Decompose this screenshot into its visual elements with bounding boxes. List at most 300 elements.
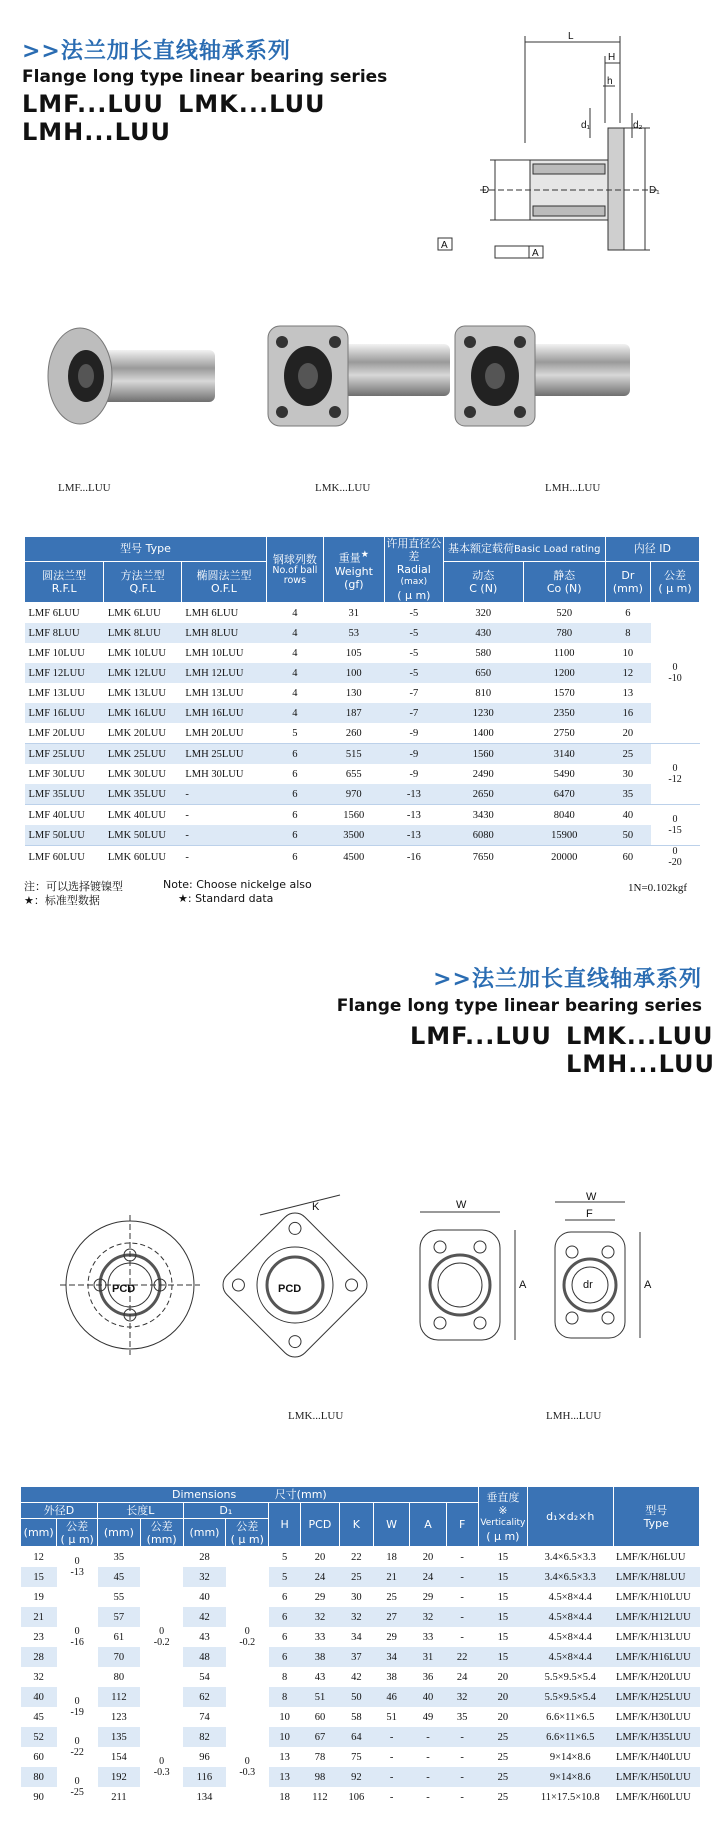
label-f: F — [586, 1208, 593, 1220]
cell-type: LMF/K/H25LUU — [613, 1687, 699, 1707]
cell-w: 51 — [386, 1711, 397, 1723]
cell-qfl: LMK 25LUU — [104, 744, 182, 765]
spec-table-load — [24, 536, 700, 868]
tol-bottom: -0.3 — [153, 1767, 170, 1778]
dim-H: H — [608, 52, 616, 63]
tol-top: 0 — [672, 763, 678, 774]
cell-radial: -7 — [384, 703, 443, 723]
cell-verticality: 25 — [478, 1727, 527, 1747]
cell-static: 2750 — [553, 727, 575, 739]
cell-rfl: LMF 40LUU — [25, 805, 104, 826]
cell-ofl: LMH 20LUU — [185, 727, 244, 739]
cell-balls: 5 — [292, 727, 298, 739]
th-weight-unit: (gf) — [344, 577, 364, 591]
cell-h: 5 — [282, 1551, 288, 1563]
th-static — [523, 561, 605, 602]
cell-dxh: 6.6×11×6.5 — [527, 1727, 613, 1747]
cell-l: 35 — [113, 1551, 125, 1563]
cell-d1: 62 — [183, 1687, 226, 1707]
cell-pcd: 67 — [301, 1727, 340, 1747]
cell-dxh: 6.6×11×6.5 — [546, 1711, 595, 1723]
cell-k: 106 — [348, 1791, 365, 1803]
cell-verticality: 20 — [497, 1711, 509, 1723]
cell-ofl: LMH 6LUU — [185, 607, 239, 619]
model2-lmf: LMF...LUU — [410, 1022, 552, 1050]
label-pcd-1: PCD — [112, 1283, 136, 1295]
cell-verticality: 15 — [497, 1551, 509, 1563]
cell-radial: -9 — [409, 768, 419, 780]
cell-d1: 82 — [183, 1727, 226, 1747]
cell-weight: 4500 — [323, 846, 384, 869]
th-od-tol — [57, 1519, 98, 1547]
cell-f: - — [446, 1607, 478, 1627]
cell-qfl: LMK 6LUU — [107, 607, 161, 619]
dim-D: D — [482, 185, 490, 196]
cell-qfl: LMK 30LUU — [107, 768, 166, 780]
cell-ofl: LMH 13LUU — [185, 687, 244, 699]
th-len-mm: (mm) — [98, 1519, 141, 1547]
table-row — [25, 663, 700, 683]
th-ofl-en: O.F.L — [211, 581, 237, 595]
cell-d: 28 — [21, 1647, 57, 1667]
th-dxh: d₁×d₂×h — [527, 1487, 613, 1547]
th-A: A — [410, 1503, 446, 1547]
cell-balls: 4 — [292, 687, 298, 699]
th-qfl-cn: 方法兰型 — [120, 568, 165, 582]
cell-rfl: LMF 8LUU — [25, 623, 104, 643]
cell-static: 8040 — [523, 805, 605, 826]
cell-rfl: LMF 50LUU — [25, 825, 104, 846]
table-row — [25, 764, 700, 784]
cell-f: - — [460, 1551, 464, 1563]
th-dynamic — [443, 561, 523, 602]
cell-type: LMF/K/H10LUU — [616, 1591, 691, 1603]
cell-tol-d1 — [226, 1727, 269, 1807]
tol-top: 0 — [672, 662, 678, 673]
cell-d: 19 — [33, 1591, 44, 1603]
cell-tolerance — [651, 805, 700, 846]
cell-rfl: LMF 16LUU — [25, 703, 104, 723]
cell-tol-d — [57, 1547, 98, 1588]
cell-balls: 6 — [267, 825, 324, 846]
table-row — [21, 1567, 700, 1587]
cell-dr: 10 — [622, 647, 634, 659]
th-d1-tol-cn: 公差 — [236, 1519, 259, 1533]
section2-title-en: Flange long type linear bearing series — [336, 996, 702, 1016]
table-row — [25, 603, 700, 624]
cell-d: 15 — [21, 1567, 57, 1587]
cell-verticality: 15 — [497, 1591, 509, 1603]
th-qfl — [104, 561, 182, 602]
cell-type: LMF/K/H13LUU — [616, 1631, 691, 1643]
cell-qfl: LMK 50LUU — [104, 825, 182, 846]
cell-tol-l — [140, 1547, 183, 1728]
cell-d: 60 — [33, 1751, 44, 1763]
cell-d: 45 — [33, 1711, 44, 1723]
label-a-2: A — [644, 1279, 652, 1291]
label-dr: dr — [583, 1279, 593, 1291]
cell-dynamic: 7650 — [443, 846, 523, 869]
cell-f: - — [446, 1567, 478, 1587]
cell-pcd: 32 — [301, 1607, 340, 1627]
cell-l: 57 — [98, 1607, 141, 1627]
label-w-2: W — [586, 1191, 597, 1203]
cell-qfl: LMK 35LUU — [104, 784, 182, 805]
table-row — [21, 1787, 700, 1807]
th-size-cn: 尺寸(mm) — [274, 1488, 327, 1501]
cell-d1: 32 — [183, 1567, 226, 1587]
cell-rfl: LMF 6LUU — [28, 607, 80, 619]
product-photos — [30, 320, 690, 460]
cell-h: 13 — [279, 1751, 290, 1763]
cell-dxh: 5.5×9.5×5.4 — [544, 1671, 596, 1683]
caption2-lmh: LMH...LUU — [546, 1410, 602, 1422]
th-len-tol — [140, 1519, 183, 1547]
th-len-tol-unit: (mm) — [146, 1532, 177, 1546]
cell-type: LMF/K/H40LUU — [616, 1751, 691, 1763]
cell-l: 70 — [98, 1647, 141, 1667]
label-k: K — [312, 1201, 320, 1213]
label-pcd-2: PCD — [278, 1283, 302, 1295]
cell-a: 31 — [410, 1647, 446, 1667]
cell-tolerance — [651, 603, 700, 744]
cell-qfl: LMK 60LUU — [104, 846, 182, 869]
cell-d: 32 — [33, 1671, 44, 1683]
cell-radial: -5 — [384, 663, 443, 683]
table-row — [25, 744, 700, 765]
th-dimensions — [21, 1487, 479, 1503]
cell-type: LMF/K/H60LUU — [616, 1791, 691, 1803]
cell-f: - — [460, 1631, 464, 1643]
table-row — [21, 1747, 700, 1767]
cell-d: 90 — [33, 1791, 44, 1803]
dim-L: L — [568, 31, 574, 42]
photo-lmk — [268, 326, 450, 426]
th-radial — [384, 537, 443, 603]
model2-lmh: LMH...LUU — [566, 1050, 716, 1078]
th-ofl — [181, 561, 266, 602]
th-radial-cn: 许用直径公差 — [386, 537, 442, 563]
table-row — [25, 805, 700, 826]
cell-dynamic: 580 — [475, 647, 492, 659]
caption-lmf: LMF...LUU — [58, 482, 111, 494]
cell-dr: 30 — [622, 768, 634, 780]
cell-l: 55 — [113, 1591, 125, 1603]
th-H: H — [269, 1503, 301, 1547]
cell-w: 46 — [373, 1687, 409, 1707]
cell-pcd: 51 — [301, 1687, 340, 1707]
cell-balls: 4 — [267, 623, 324, 643]
th-rfl-en: R.F.L — [51, 581, 77, 595]
cell-dr: 20 — [622, 727, 634, 739]
cell-verticality: 15 — [497, 1631, 509, 1643]
tol-top: 0 — [672, 814, 678, 825]
th-type2-cn: 型号 — [645, 1503, 668, 1517]
cell-pcd: 43 — [314, 1671, 326, 1683]
unit-note: 1N=0.102kgf — [628, 882, 688, 894]
cell-k: 92 — [339, 1767, 373, 1787]
cell-d1: 42 — [183, 1607, 226, 1627]
cell-balls: 4 — [292, 607, 298, 619]
cell-h: 5 — [269, 1567, 301, 1587]
caption2-lmk: LMK...LUU — [288, 1410, 344, 1422]
cell-verticality: 25 — [497, 1751, 509, 1763]
cell-w: 27 — [373, 1607, 409, 1627]
model-lmf: LMF...LUU — [22, 90, 164, 118]
th-radial-en: Radial — [396, 563, 431, 576]
table-row — [21, 1627, 700, 1647]
cell-ofl: LMH 16LUU — [181, 703, 266, 723]
cell-type: LMF/K/H6LUU — [616, 1551, 686, 1563]
cell-dxh: 5.5×9.5×5.4 — [527, 1687, 613, 1707]
datum-A: A — [441, 240, 448, 251]
cell-h: 8 — [282, 1671, 288, 1683]
th-weight — [323, 537, 384, 603]
th-d1: D₁ — [183, 1503, 269, 1519]
tol-bottom: -0.2 — [239, 1637, 256, 1648]
cell-dynamic: 2490 — [472, 768, 494, 780]
photo-lmh — [455, 326, 630, 426]
cell-type: LMF/K/H30LUU — [616, 1711, 691, 1723]
cell-static: 3140 — [523, 744, 605, 765]
cell-ofl: - — [181, 784, 266, 805]
tol-bottom: -13 — [70, 1567, 84, 1578]
th-radial-sub: (max) — [400, 577, 428, 587]
cell-k: 30 — [351, 1591, 362, 1603]
cell-dxh: 9×14×8.6 — [549, 1751, 591, 1763]
th-balls — [267, 537, 324, 603]
cell-l: 123 — [111, 1711, 127, 1723]
cell-pcd: 20 — [314, 1551, 326, 1563]
cell-h: 8 — [269, 1687, 301, 1707]
cell-l: 211 — [111, 1791, 127, 1803]
cell-rfl: LMF 10LUU — [28, 647, 85, 659]
cell-type: LMF/K/H12LUU — [613, 1607, 699, 1627]
th-dimensions-en: Dimensions — [172, 1488, 237, 1501]
tol-top: 0 — [74, 1776, 80, 1787]
tol-top: 0 — [74, 1556, 80, 1567]
tol-bottom: -16 — [70, 1637, 84, 1648]
tol-top: 0 — [244, 1756, 250, 1767]
cross-section-drawing — [440, 28, 700, 273]
section-title-en: Flange long type linear bearing series — [22, 67, 388, 87]
cell-l: 80 — [113, 1671, 125, 1683]
datum-A-ref: A — [532, 248, 539, 259]
table-row — [21, 1707, 700, 1727]
cell-d1: 54 — [199, 1671, 210, 1683]
cell-tol-d — [57, 1767, 98, 1807]
th-vert-cn: 垂直度 — [486, 1490, 520, 1504]
table-row — [25, 846, 700, 869]
cell-type: LMF/K/H35LUU — [613, 1727, 699, 1747]
cell-dxh: 4.5×8×4.4 — [527, 1647, 613, 1667]
cell-d1: 134 — [196, 1791, 213, 1803]
tol-top: 0 — [74, 1626, 80, 1637]
th-rfl — [25, 561, 104, 602]
cell-a: - — [426, 1751, 430, 1763]
table-row — [25, 723, 700, 744]
th-od-tol-cn: 公差 — [66, 1519, 89, 1533]
table-row — [21, 1767, 700, 1787]
tol-top: 0 — [74, 1736, 80, 1747]
cell-tol-d — [57, 1587, 98, 1687]
cell-ofl: - — [181, 846, 266, 869]
model2-lmk: LMK...LUU — [566, 1022, 714, 1050]
cell-dynamic: 650 — [443, 663, 523, 683]
cell-dr: 8 — [605, 623, 650, 643]
th-dyn-en: C (N) — [469, 581, 498, 595]
cell-w: 29 — [386, 1631, 397, 1643]
th-PCD: PCD — [301, 1503, 340, 1547]
tol-top: 0 — [244, 1626, 250, 1637]
th-balls-cn: 钢球列数 — [272, 553, 317, 566]
cell-ofl: - — [181, 825, 266, 846]
cell-dr: 50 — [605, 825, 650, 846]
th-vert-mark: ※ — [498, 1503, 508, 1517]
table-row — [21, 1727, 700, 1747]
th-d1-tol — [226, 1519, 269, 1547]
table-row — [25, 643, 700, 663]
cell-ofl: LMH 10LUU — [185, 647, 244, 659]
cell-dynamic: 320 — [475, 607, 492, 619]
cell-rfl: LMF 30LUU — [28, 768, 85, 780]
cell-dxh: 11×17.5×10.8 — [540, 1791, 600, 1803]
cell-k: 58 — [351, 1711, 362, 1723]
cell-d: 23 — [33, 1631, 44, 1643]
cell-tol-d1 — [226, 1547, 269, 1728]
cell-dxh: 4.5×8×4.4 — [548, 1631, 592, 1643]
cell-dxh: 3.4×6.5×3.3 — [544, 1551, 596, 1563]
cell-dr: 12 — [605, 663, 650, 683]
cell-dxh: 9×14×8.6 — [527, 1767, 613, 1787]
cell-qfl: LMK 12LUU — [104, 663, 182, 683]
tol-bottom: -22 — [70, 1747, 84, 1758]
cell-k: 37 — [339, 1647, 373, 1667]
tol-bottom: -19 — [70, 1707, 84, 1718]
cell-k: 64 — [339, 1727, 373, 1747]
cell-l: 135 — [98, 1727, 141, 1747]
cell-balls: 4 — [267, 663, 324, 683]
th-dyn-cn: 动态 — [472, 568, 495, 582]
cell-radial: -13 — [384, 825, 443, 846]
th-rfl-cn: 圆法兰型 — [42, 568, 87, 582]
tol-bottom: -0.3 — [239, 1767, 256, 1778]
cell-a: - — [410, 1767, 446, 1787]
note-en-1: Note: Choose nickelge also — [163, 878, 312, 891]
tol-top: 0 — [74, 1696, 80, 1707]
cell-balls: 6 — [267, 784, 324, 805]
cell-weight: 260 — [345, 727, 362, 739]
cell-dynamic: 1560 — [443, 744, 523, 765]
cell-static: 5490 — [553, 768, 575, 780]
table-row — [21, 1587, 700, 1607]
cell-static: 1200 — [523, 663, 605, 683]
cell-d: 40 — [21, 1687, 57, 1707]
cell-dynamic: 1400 — [472, 727, 494, 739]
cell-d1: 48 — [183, 1647, 226, 1667]
cell-type: LMF/K/H8LUU — [613, 1567, 699, 1587]
dim-D1: D₁ — [649, 185, 660, 196]
cell-qfl: LMK 13LUU — [107, 687, 166, 699]
cell-static: 1100 — [553, 647, 575, 659]
cell-k: 34 — [351, 1631, 362, 1643]
cell-f: 35 — [456, 1711, 468, 1723]
cell-weight: 31 — [348, 607, 360, 619]
table-row — [25, 825, 700, 846]
cell-weight: 3500 — [323, 825, 384, 846]
cell-balls: 4 — [267, 703, 324, 723]
cell-static: 20000 — [523, 846, 605, 869]
cell-type: LMF/K/H20LUU — [616, 1671, 691, 1683]
cell-h: 6 — [269, 1647, 301, 1667]
cell-dynamic: 1230 — [443, 703, 523, 723]
cell-w: - — [389, 1751, 394, 1763]
dim-d2: d₂ — [633, 120, 643, 131]
cell-dynamic: 810 — [475, 687, 492, 699]
cell-rfl: LMF 20LUU — [28, 727, 85, 739]
tol-bottom: -10 — [668, 673, 682, 684]
cell-a: 24 — [410, 1567, 446, 1587]
cell-d: 52 — [21, 1727, 57, 1747]
cell-verticality: 15 — [478, 1647, 527, 1667]
tol-bottom: -15 — [668, 825, 682, 836]
section-title-cn: >>法兰加长直线轴承系列 — [22, 39, 291, 64]
cell-pcd: 24 — [301, 1567, 340, 1587]
table-row — [21, 1607, 700, 1627]
cell-radial: -5 — [409, 647, 419, 659]
cell-a: 32 — [410, 1607, 446, 1627]
table-row — [25, 683, 700, 703]
th-len: 长度L — [98, 1503, 184, 1519]
cell-dynamic: 3430 — [443, 805, 523, 826]
th-type2-en: Type — [643, 1516, 669, 1530]
th-type: 型号 Type — [25, 537, 267, 562]
section2-title-cn: >>法兰加长直线轴承系列 — [433, 967, 702, 992]
tol-bottom: -12 — [668, 774, 682, 785]
cell-radial: -9 — [384, 744, 443, 765]
cell-d: 21 — [21, 1607, 57, 1627]
cell-dr: 6 — [625, 607, 631, 619]
cell-d: 80 — [21, 1767, 57, 1787]
cell-weight: 1560 — [323, 805, 384, 826]
cell-static: 1570 — [553, 687, 575, 699]
cell-weight: 970 — [323, 784, 384, 805]
cell-f: - — [460, 1591, 464, 1603]
th-sta-en: Co (N) — [546, 581, 582, 595]
cell-verticality: 25 — [478, 1767, 527, 1787]
cell-verticality: 20 — [497, 1671, 509, 1683]
cell-static: 15900 — [523, 825, 605, 846]
cell-l: 192 — [98, 1767, 141, 1787]
th-load-cn: 基本额定载荷 — [448, 541, 515, 555]
cell-h: 6 — [282, 1631, 288, 1643]
th-K: K — [339, 1503, 373, 1547]
cell-balls: 4 — [292, 647, 298, 659]
th-load-en: Basic Load rating — [514, 543, 601, 555]
cell-w: 34 — [373, 1647, 409, 1667]
th-qfl-en: Q.F.L — [129, 581, 156, 595]
cell-h: 10 — [279, 1711, 290, 1723]
cell-a: - — [410, 1727, 446, 1747]
cell-k: 32 — [339, 1607, 373, 1627]
tol-bottom: -0.2 — [153, 1637, 170, 1648]
cell-k: 75 — [351, 1751, 362, 1763]
th-radial-unit: ( μ m) — [397, 589, 431, 602]
front-view-drawings — [60, 1191, 660, 1370]
cell-k: 25 — [339, 1567, 373, 1587]
cell-rfl: LMF 25LUU — [25, 744, 104, 765]
note-cn-1: 注：可以选择镀镍型 — [24, 880, 123, 893]
